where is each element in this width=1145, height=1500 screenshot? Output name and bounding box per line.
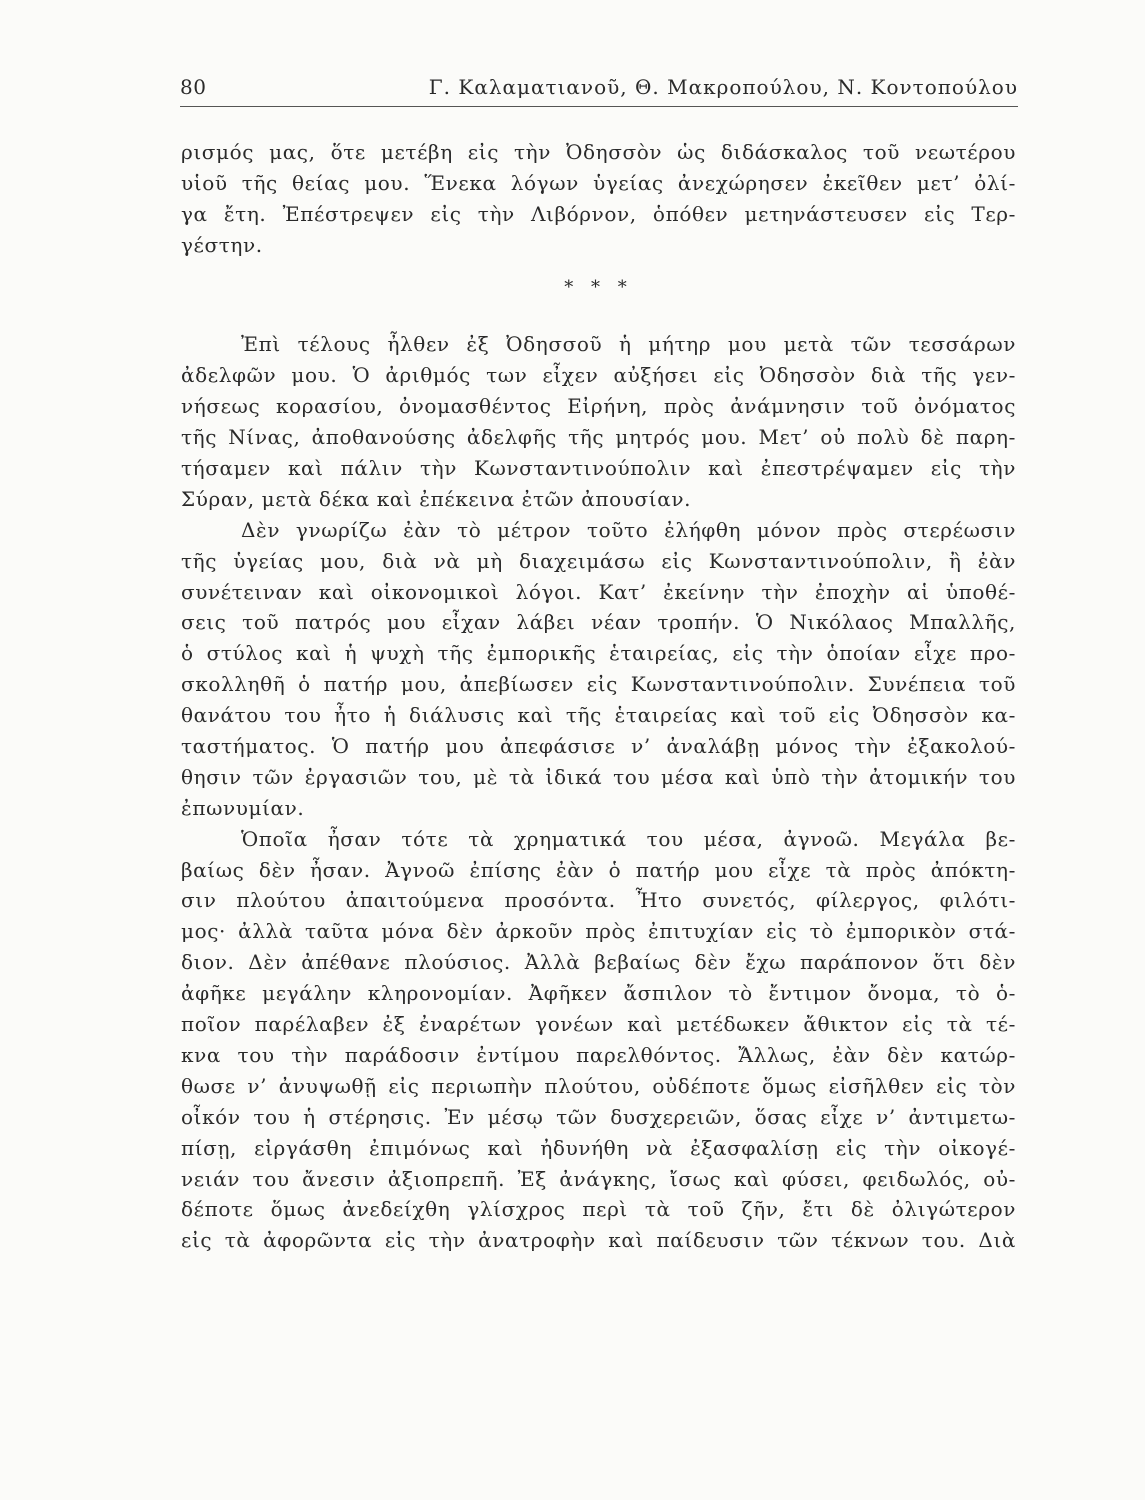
text-line: ἐπωνυμίαν. <box>181 795 305 820</box>
text-line: γέστην. <box>181 232 263 257</box>
section-1-text <box>181 137 1016 261</box>
running-head-authors: Γ. Καλαματιανοῦ, Θ. Μακροπούλου, Ν. Κοντοπούλου <box>428 75 1018 99</box>
paragraph-1 <box>181 329 1016 514</box>
text-line: ἀφῆκε μεγάλην κληρονομίαν. Ἀφῆκεν ἄσπιλον τὸ ἔντιμον ὄνομα, τὸ ὁ- <box>181 981 1016 1006</box>
text-line: εἰς τὰ ἀφορῶντα εἰς τὴν ἀνατροφὴν καὶ παίδευσιν τῶν τέκνων του. Διὰ <box>181 1228 1016 1253</box>
text-line: ἀδελφῶν μου. Ὁ ἀριθμός των εἶχεν αὐξήσει εἰς Ὀδησσὸν διὰ τῆς γεν- <box>181 363 1016 388</box>
text-line: θωσε ν’ ἀνυψωθῇ εἰς περιωπὴν πλούτου, οὐδέποτε ὅμως εἰσῆλθεν εἰς τὸν <box>181 1073 1016 1098</box>
text-line: Ὁποῖα ἦσαν τότε τὰ χρηματικά του μέσα, ἀγνοῶ. Μεγάλα βε- <box>241 826 1016 851</box>
text-line: νειάν του ἄνεσιν ἀξιοπρεπῆ. Ἐξ ἀνάγκης, ἴσως καὶ φύσει, φειδωλός, οὐ- <box>181 1166 1016 1191</box>
paragraph-3 <box>181 824 1016 1256</box>
text-line: δέποτε ὅμως ἀνεδείχθη γλίσχρος περὶ τὰ τοῦ ζῆν, ἔτι δὲ ὀλιγώτερον <box>181 1197 1016 1222</box>
paragraph-2 <box>181 515 1016 824</box>
text-line: τῆς Νίνας, ἀποθανούσης ἀδελφῆς τῆς μητρός μου. Μετ’ οὐ πολὺ δὲ παρη- <box>181 425 1016 450</box>
text-line: γα ἔτη. Ἐπέστρεψεν εἰς τὴν Λιβόρνον, ὁπόθεν μετηνάστευσεν εἰς Τερ- <box>181 201 1016 226</box>
text-line: νήσεως κορασίου, ὀνομασθέντος Εἰρήνη, πρὸς ἀνάμνησιν τοῦ ὀνόματος <box>181 394 1016 419</box>
text-line: μος· ἀλλὰ ταῦτα μόνα δὲν ἀρκοῦν πρὸς ἐπιτυχίαν εἰς τὸ ἐμπορικὸν στά- <box>181 919 1016 944</box>
text-line: Σύραν, μετὰ δέκα καὶ ἐπέκεινα ἐτῶν ἀπουσίαν. <box>181 486 692 511</box>
text-line: θανάτου του ἦτο ἡ διάλυσις καὶ τῆς ἑταιρείας καὶ τοῦ εἰς Ὀδησσὸν κα- <box>181 703 1016 728</box>
running-head <box>180 72 1018 107</box>
page-number: 80 <box>180 75 207 99</box>
text-line: διον. Δὲν ἀπέθανε πλούσιος. Ἀλλὰ βεβαίως δὲν ἔχω παράπονον ὅτι δὲν <box>181 950 1016 975</box>
section-separator: * * * <box>564 276 633 298</box>
text-line: σεις τοῦ πατρός μου εἶχαν λάβει νέαν τροπήν. Ὁ Νικόλαος Μπαλλῆς, <box>181 610 1016 635</box>
text-line: ποῖον παρέλαβεν ἐξ ἐναρέτων γονέων καὶ μετέδωκεν ἄθικτον εἰς τὰ τέ- <box>181 1012 1016 1037</box>
text-line: θησιν τῶν ἐργασιῶν του, μὲ τὰ ἰδικά του μέσα καὶ ὑπὸ τὴν ἀτομικήν του <box>181 764 1016 789</box>
text-line: Ἐπὶ τέλους ἦλθεν ἐξ Ὀδησσοῦ ἡ μήτηρ μου μετὰ τῶν τεσσάρων <box>241 332 1016 357</box>
text-line: σκολληθῆ ὁ πατήρ μου, ἀπεβίωσεν εἰς Κωνσταντινούπολιν. Συνέπεια τοῦ <box>181 672 1016 697</box>
body-text <box>181 137 1016 1256</box>
text-line: ρισμός μας, ὅτε μετέβη εἰς τὴν Ὀδησσὸν ὡς διδάσκαλος τοῦ νεωτέρου <box>181 140 1016 164</box>
text-line: Δὲν γνωρίζω ἐὰν τὸ μέτρον τοῦτο ἐλήφθη μόνον πρὸς στερέωσιν <box>241 517 1016 542</box>
text-line: ταστήματος. Ὁ πατήρ μου ἀπεφάσισε ν’ ἀναλάβῃ μόνος τὴν ἐξακολού- <box>181 734 1016 759</box>
text-line: κνα του τὴν παράδοσιν ἐντίμου παρελθόντος. Ἄλλως, ἐὰν δὲν κατώρ- <box>181 1042 1016 1067</box>
text-line: βαίως δὲν ἦσαν. Ἀγνοῶ ἐπίσης ἐὰν ὁ πατήρ μου εἶχε τὰ πρὸς ἀπόκτη- <box>181 857 1016 882</box>
text-line: σιν πλούτου ἀπαιτούμενα προσόντα. Ἦτο συνετός, φίλεργος, φιλότι- <box>181 888 1016 913</box>
text-line: οἶκόν του ἡ στέρησις. Ἐν μέσῳ τῶν δυσχερειῶν, ὅσας εἶχε ν’ ἀντιμετω- <box>181 1104 1016 1129</box>
text-line: ὁ στύλος καὶ ἡ ψυχὴ τῆς ἐμπορικῆς ἑταιρείας, εἰς τὴν ὁποίαν εἶχε προ- <box>181 641 1016 666</box>
text-line: συνέτειναν καὶ οἰκονομικοὶ λόγοι. Κατ’ ἐκείνην τὴν ἐποχὴν αἱ ὑποθέ- <box>181 579 1016 604</box>
text-line: τήσαμεν καὶ πάλιν τὴν Κωνσταντινούπολιν καὶ ἐπεστρέψαμεν εἰς τὴν <box>181 456 1016 481</box>
text-line: τῆς ὑγείας μου, διὰ νὰ μὴ διαχειμάσω εἰς Κωνσταντινούπολιν, ἢ ἐὰν <box>181 548 1016 573</box>
text-line: πίσῃ, εἰργάσθη ἐπιμόνως καὶ ἠδυνήθη νὰ ἐξασφαλίσῃ εἰς τὴν οἰκογέ- <box>181 1135 1016 1160</box>
text-line: υἱοῦ τῆς θείας μου. Ἕνεκα λόγων ὑγείας ἀνεχώρησεν ἐκεῖθεν μετ’ ὀλί- <box>181 170 1016 195</box>
